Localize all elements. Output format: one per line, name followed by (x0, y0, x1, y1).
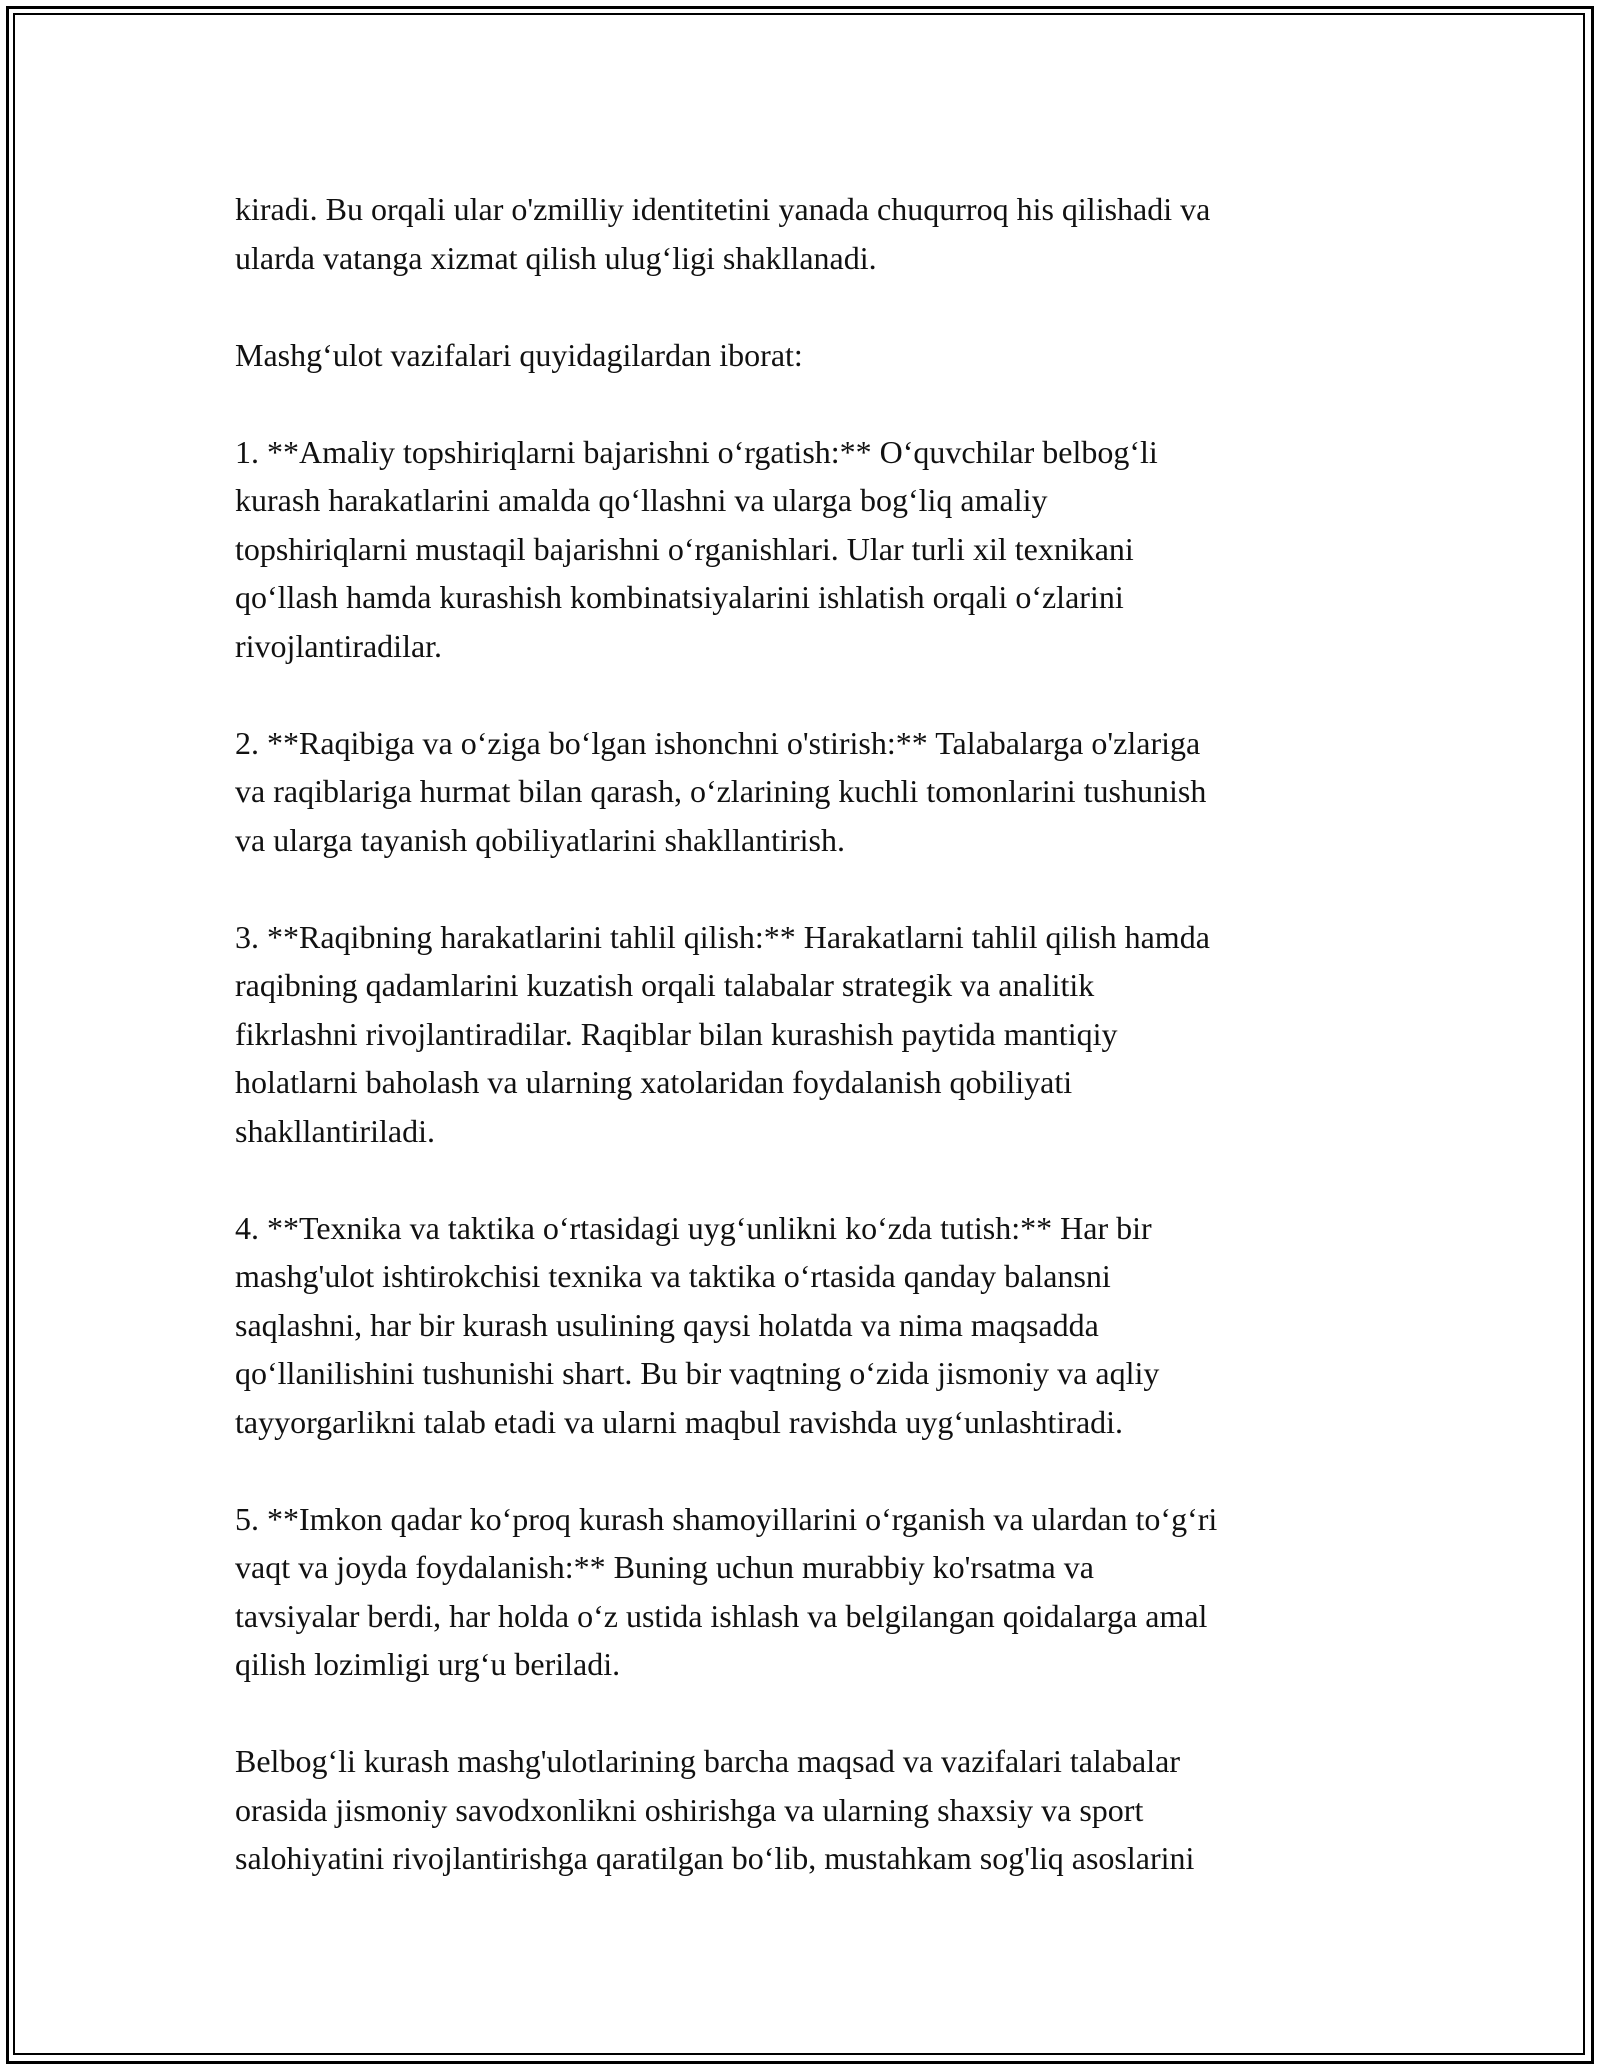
paragraph-tasks-heading: Mashg‘ulot vazifalari quyidagilardan iborat: (235, 336, 803, 373)
paragraph-intro-continuation: kiradi. Bu orqali ular o'zmilliy identitetini yanada chuqurroq his qilishadi va ularda vatanga xizmat qilish ulug‘ligi shakllanadi. (235, 191, 1211, 276)
list-item-1: 1. **Amaliy topshiriqlarni bajarishni o‘rgatish:** O‘quvchilar belbog‘li kurash harakatlarini amalda qo‘llashni va ularga bog‘liq amaliy topshiriqlarni mustaqil bajarishni o‘rganishlari. Ular turli xil texnikani qo‘llash hamda kurashish kombinatsiyalarini ishlatish orqali o‘zlarini rivojlantiradilar. (235, 433, 1158, 664)
document-body (235, 185, 1370, 1883)
paragraph-conclusion: Belbog‘li kurash mashg'ulotlarining barcha maqsad va vazifalari talabalar orasida jismoniy savodxonlikni oshirishga va ularning shaxsiy va sport salohiyatini rivojlantirishga qaratilgan bo‘lib, mustahkam sog'liq asoslarini (235, 1743, 1195, 1876)
list-item-5: 5. **Imkon qadar ko‘proq kurash shamoyillarini o‘rganish va ulardan to‘g‘ri vaqt va joyda foydalanish:** Buning uchun murabbiy ko'rsatma va tavsiyalar berdi, har holda o‘z ustida ishlash va belgilangan qoidalarga amal qilish lozimligi urg‘u beriladi. (235, 1500, 1218, 1682)
list-item-4: 4. **Texnika va taktika o‘rtasidagi uyg‘unlikni ko‘zda tutish:** Har bir mashg'ulot ishtirokchisi texnika va taktika o‘rtasida qanday balansni saqlashni, har bir kurash usulining qaysi holatda va nima maqsadda qo‘llanilishini tushunishi shart. Bu bir vaqtning o‘zida jismoniy va aqliy tayyorgarlikni talab etadi va ularni maqbul ravishda uyg‘unlashtiradi. (235, 1209, 1160, 1440)
paragraph-spacer (235, 864, 1370, 913)
paragraph-spacer (235, 1155, 1370, 1204)
paragraph-spacer (235, 379, 1370, 428)
paragraph-spacer (235, 670, 1370, 719)
paragraph-spacer (235, 1446, 1370, 1495)
list-item-2: 2. **Raqibiga va o‘ziga bo‘lgan ishonchni o'stirish:** Talabalarga o'zlariga va raqiblariga hurmat bilan qarash, o‘zlarining kuchli tomonlarini tushunish va ularga tayanish qobiliyatlarini shakllantirish. (235, 724, 1207, 858)
paragraph-spacer (235, 1689, 1370, 1738)
list-item-3: 3. **Raqibning harakatlarini tahlil qilish:** Harakatlarni tahlil qilish hamda raqibning qadamlarini kuzatish orqali talabalar strategik va analitik fikrlashni rivojlantiradilar. Raqiblar bilan kurashish paytida mantiqiy holatlarni baholash va ularning xatolaridan foydalanish qobiliyati shakllantiriladi. (235, 918, 1210, 1149)
paragraph-spacer (235, 282, 1370, 331)
